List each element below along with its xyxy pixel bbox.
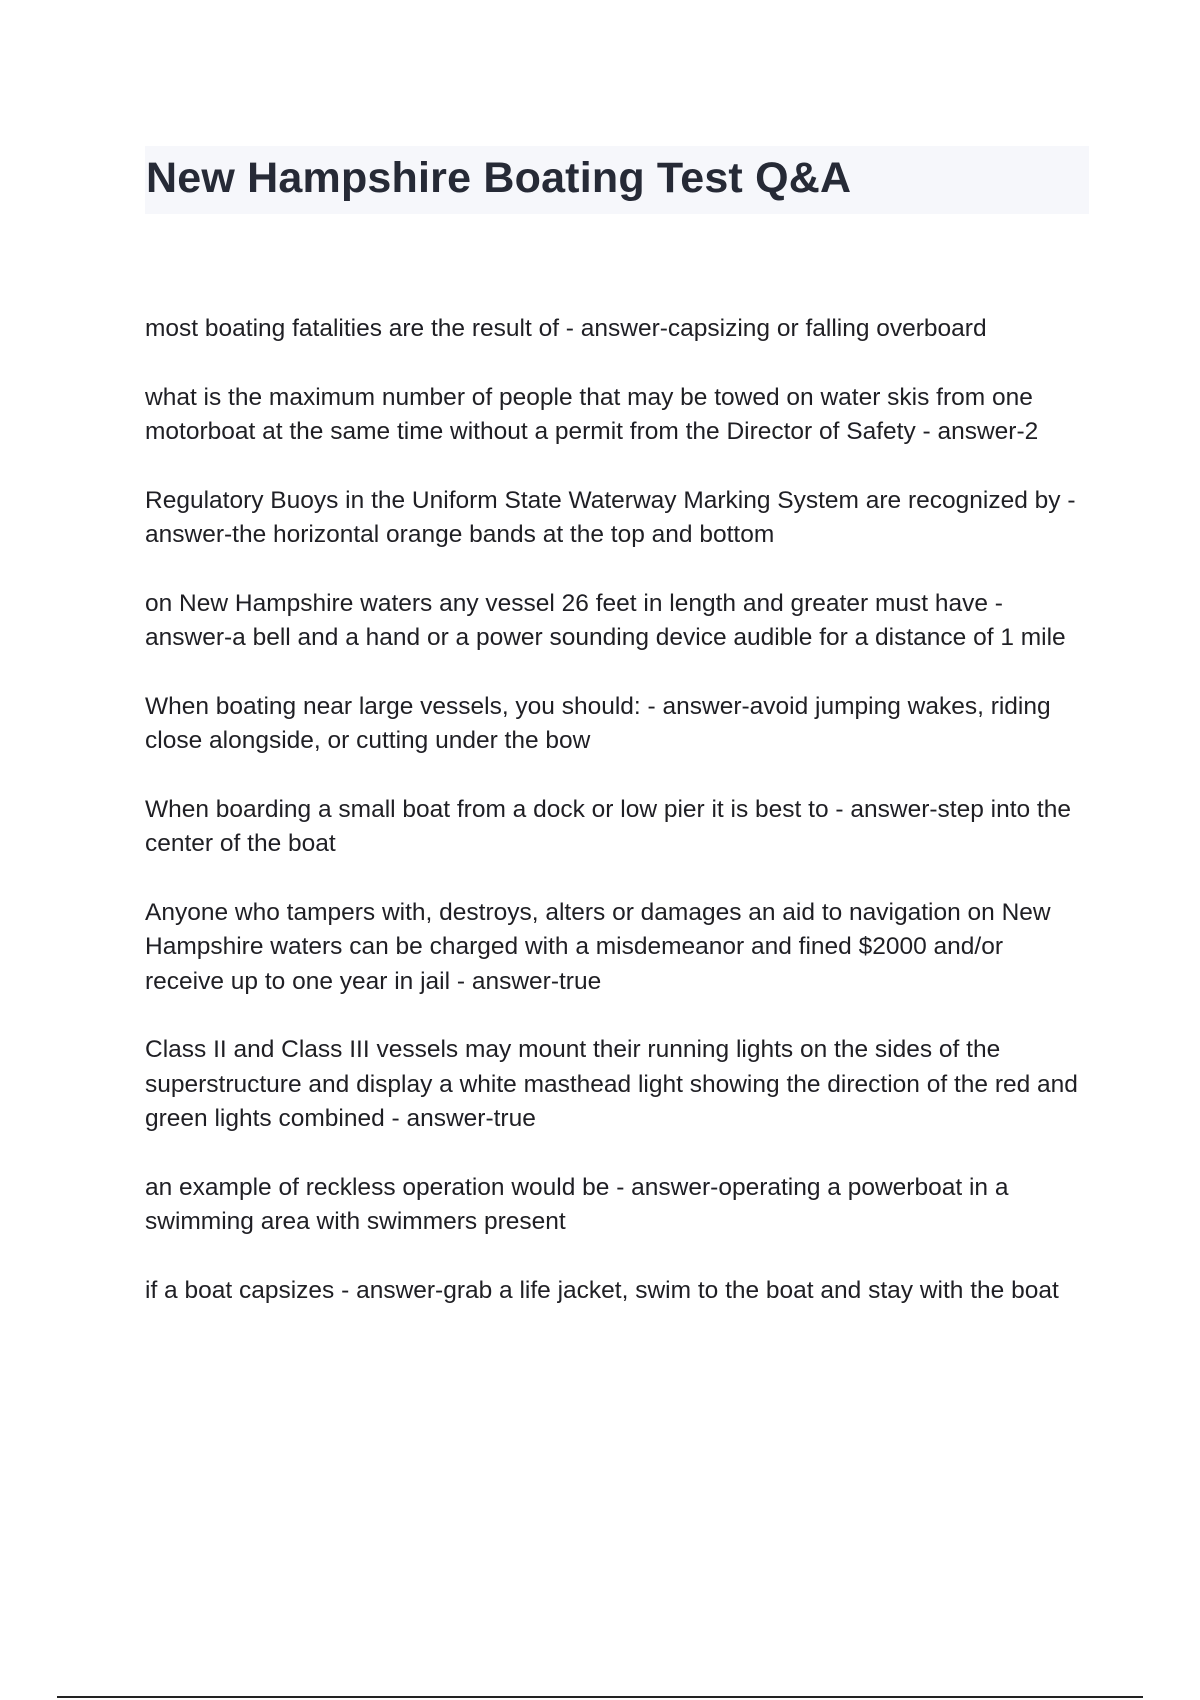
- qa-item: When boarding a small boat from a dock or low pier it is best to - answer-step into the center of the boat: [145, 795, 1071, 857]
- qa-item: on New Hampshire waters any vessel 26 feet in length and greater must have - answer-a bell and a hand or a power sounding device audible for a distance of 1 mile: [145, 589, 1066, 651]
- bottom-rule: [57, 1696, 1143, 1698]
- qa-item: When boating near large vessels, you should: - answer-avoid jumping wakes, riding close alongside, or cutting under the bow: [145, 692, 1051, 754]
- qa-item: if a boat capsizes - answer-grab a life jacket, swim to the boat and stay with the boat: [145, 1276, 1059, 1304]
- qa-list: [145, 312, 1085, 1342]
- qa-item: an example of reckless operation would be - answer-operating a powerboat in a swimming area with swimmers present: [145, 1173, 1009, 1235]
- qa-item: what is the maximum number of people that may be towed on water skis from one motorboat at the same time without a permit from the Director of Safety - answer-2: [145, 383, 1039, 445]
- qa-item: Class II and Class III vessels may mount their running lights on the sides of the superstructure and display a white masthead light showing the direction of the red and green lights combined - answer-true: [145, 1036, 1078, 1132]
- qa-item: Anyone who tampers with, destroys, alters or damages an aid to navigation on New Hampshire waters can be charged with a misdemeanor and fined $2000 and/or receive up to one year in jail - answer-true: [145, 898, 1051, 995]
- page-title: New Hampshire Boating Test Q&A: [146, 154, 852, 202]
- qa-item: Regulatory Buoys in the Uniform State Waterway Marking System are recognized by - answer-the horizontal orange bands at the top and bottom: [145, 486, 1076, 548]
- title-band: [145, 146, 1089, 214]
- qa-item: most boating fatalities are the result of - answer-capsizing or falling overboard: [145, 315, 987, 342]
